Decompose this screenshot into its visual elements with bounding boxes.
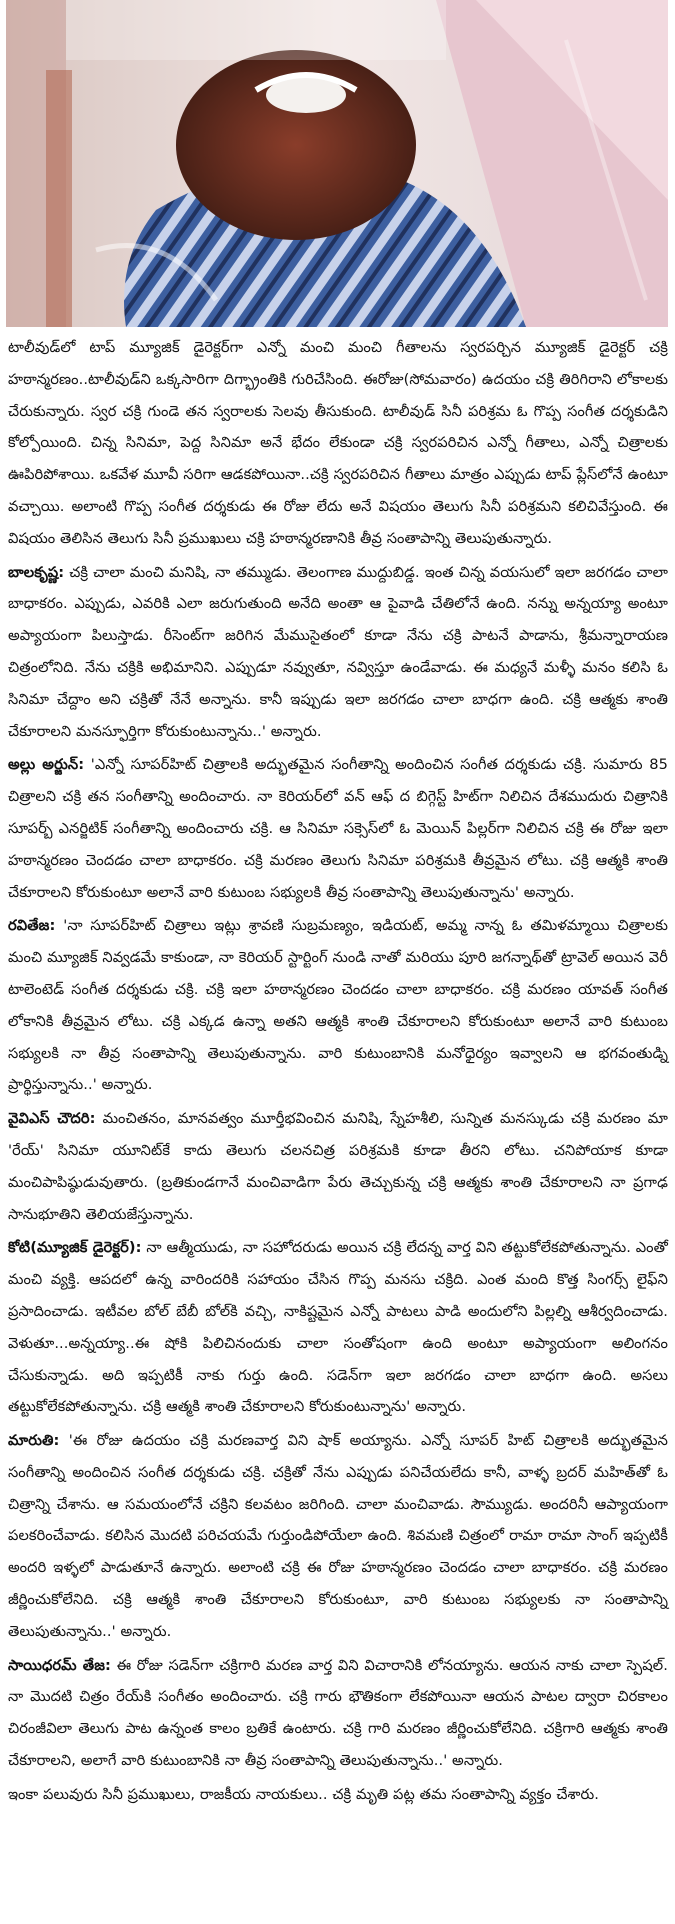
quote-koti xyxy=(8,1232,668,1423)
quote-text: మంచితనం, మానవత్వం మూర్తీభవించిన మనిషి, స్నేహశీలి, సున్నిత మనస్కుడు చక్రి మరణం మా 'రేయ్' సినిమా యూనిట్‌కే కాదు తెలుగు చలనచిత్ర పరిశ్రమకి కూడా తీరని లోటు. చనిపోయాక కూడా మంచిపాపిష్ఠుడువుతారు. (బ్రతికుండగానే మంచివాడిగా పేరు తెచ్చుకున్న చక్రి ఆత్మకు శాంతి చేకూరాలని నా ప్రగాఢ సానుభూతిని తెలియజేస్తున్నాను. xyxy=(8,1110,668,1223)
quote-text: చక్రి చాలా మంచి మనిషి, నా తమ్ముడు. తెలంగాణ ముద్దుబిడ్డ. ఇంత చిన్న వయసులో ఇలా జరగడం చాలా బాధాకరం. ఎప్పుడు, ఎవరికి ఎలా జరుగుతుంది అనేది అంతా ఆ పైవాడి చేతిలోనే ఉంది. నన్ను అన్నయ్యా అంటూ అప్యాయంగా పిలుస్తాడు. రీసెంట్‌గా జరిగిన మేముసైతంలో కూడా నేను చక్రి పాటనే పాడాను, శ్రీమన్నారాయణ చిత్రంలోనిది. నేను చక్రికి అభిమానిని. ఎప్పుడూ నవ్వుతూ, నవ్విస్తూ ఉండేవాడు. ఈ మధ్యనే మళ్ళీ మనం కలిసి ఓ సినిమా చేద్దాం అని చక్రితో నేనే అన్నాను. కానీ ఇప్పుడు ఇలా జరగడం చాలా బాధగా ఉంది. చక్రి ఆత్మకు శాంతి చేకూరాలని మనస్ఫూర్తిగా కోరుకుంటున్నాను..' అన్నారు. xyxy=(8,563,668,740)
speaker-name: సాయిధరమ్ తేజ: xyxy=(8,1656,111,1674)
quote-text: 'ఎన్నో సూపర్‌హిట్ చిత్రాలకి అద్భుతమైన సంగీతాన్ని అందించిన సంగీత దర్శకుడు చక్రి. సుమారు 85 చిత్రాలని చక్రి తన సంగీతాన్ని అందించారు. నా కెరియర్‌లో వన్ ఆఫ్ ద బిగ్గెస్ట్ హిట్‌గా నిలిచిన దేశముదురు చిత్రానికి సూపర్బ్ ఎనర్జిటిక్ సంగీతాన్ని అందించారు చక్రి. ఆ సినిమా సక్సెస్‌లో ఓ మెయిన్ పిల్లర్‌గా నిలిచిన చక్రి ఈ రోజు ఇలా హఠాన్మరణం చెందడం చాలా బాధాకరం. చక్రి మరణం తెలుగు సినిమా పరిశ్రమకి తీవ్రమైన లోటు. చక్రి ఆత్మకి శాంతి చేకూరాలని కోరుకుంటూ అలానే వారి కుటుంబ సభ్యులకి తీవ్ర సంతాపాన్ని తెలుపుతున్నాను' అన్నారు. xyxy=(8,756,668,901)
quote-maruthi xyxy=(8,1425,668,1648)
speaker-name: వైవిఎస్ చౌదరి: xyxy=(8,1110,96,1128)
quote-text: 'నా సూపర్‌హిట్ చిత్రాలు ఇట్లు శ్రావణి సుబ్రమణ్యం, ఇడియట్, అమ్మ నాన్న ఓ తమిళమ్మాయి చిత్రాలకు మంచి మ్యూజిక్ నివ్వడమే కాకుండా, నా కెరియర్ స్టార్టింగ్ నుండి నాతో మరియు పూరి జగన్నాథ్‌తో ట్రావెల్ అయిన వెరీ టాలెంటెడ్ సంగీత దర్శకుడు చక్రి. చక్రి ఇలా హఠాన్మరణం చెందడం చాలా బాధాకరం. చక్రి మరణం యావత్ సంగీత లోకానికి తీవ్రమైన లోటు. చక్రి ఎక్కడ ఉన్నా అతని ఆత్మకి శాంతి చేకూరాలని కోరుకుంటూ అలానే వారి కుటుంబ సభ్యులకి నా తీవ్ర సంతాపాన్ని తెలుపుతున్నాను. వారి కుటుంబానికి మనోధైర్యం ఇవ్వాలని ఆ భగవంతుడ్ని ప్రార్థిస్తున్నాను..' అన్నారు. xyxy=(8,917,668,1094)
quote-allu-arjun xyxy=(8,749,668,908)
quote-text: నా ఆత్మీయుడు, నా సహోదరుడు అయిన చక్రి లేదన్న వార్త విని తట్టుకోలేకపోతున్నాను. ఎంతో మంచి వ్యక్తి. ఆపదలో ఉన్న వారిందరికి సహాయం చేసిన గొప్ప మనసు చక్రిది. ఎంత మంది కొత్త సింగర్స్ లైఫ్‌ని ప్రసాదించాడు. ఇటీవల బోల్ బేబీ బోల్‌కి వచ్చి, నాకిష్టమైన ఎన్నో పాటలు పాడి అందులోని పిల్లల్ని ఆశీర్వదించాడు. వెళుతూ...అన్నయ్యా..ఈ షోకి పిలిచినందుకు చాలా సంతోషంగా ఉంది అంటూ అప్యాయంగా అలింగనం చేసుకున్నాడు. అది ఇప్పటికీ నాకు గుర్తు ఉంది. సడెన్‌గా ఇలా జరగడం చాలా బాధగా ఉంది. అసలు తట్టుకోలేకపోతున్నాను. చక్రి ఆత్మకి శాంతి చేకూరాలని కోరుకుంటున్నాను' అన్నారు. xyxy=(8,1239,668,1416)
speaker-name: రవితేజ: xyxy=(8,917,56,935)
speaker-name: మారుతి: xyxy=(8,1432,60,1450)
tribute-photo xyxy=(6,0,668,327)
speaker-name: అల్లు అర్జున్: xyxy=(8,756,85,774)
quote-balakrishna xyxy=(8,557,668,748)
quote-text: ఈ రోజు సడెన్‌గా చక్రిగారి మరణ వార్త విని విచారానికి లోనయ్యాను. ఆయన నాకు చాలా స్పెషల్. నా మొదటి చిత్రం రేయ్‌కి సంగీతం అందించారు. చక్రి గారు భౌతికంగా లేకపోయినా ఆయన పాటల ద్వారా చిరకాలం చిరంజీవిలా తెలుగు పాట ఉన్నంత కాలం బ్రతికే ఉంటారు. చక్రి గారి మరణం జీర్ణించుకోలేనిది. చక్రిగారి ఆత్మకు శాంతి చేకూరాలని, అలాగే వారి కుటుంబానికి నా తీవ్ర సంతాపాన్ని తెలుపుతున్నాను..' అన్నారు. xyxy=(8,1656,668,1770)
quote-sai-dharam-tej xyxy=(8,1650,668,1777)
speaker-name: బాలకృష్ణ: xyxy=(8,563,65,581)
quote-text: 'ఈ రోజు ఉదయం చక్రి మరణవార్త విని షాక్ అయ్యాను. ఎన్నో సూపర్ హిట్ చిత్రాలకి అద్భుతమైన సంగీతాన్ని అందించిన సంగీత దర్శకుడు చక్రి. చక్రితో నేను ఎప్పుడు పనిచేయలేదు కానీ, వాళ్ళ బ్రదర్ మహిత్‌తో ఓ చిత్రాన్ని చేశాను. ఆ సమయంలోనే చక్రిని కలవటం జరిగింది. చాలా మంచివాడు. సౌమ్యుడు. అందరినీ ఆప్యాయంగా పలకరించేవాడు. కలిసిన మొదటి పరిచయమే గుర్తుండిపోయేలా ఉంది. శివమణి చిత్రంలో రామా రామా సాంగ్ ఇప్పటికీ అందరి ఇళ్ళలో పాడుతూనే ఉన్నారు. అలాంటి చక్రి ఈ రోజు హఠాన్మరణం చెందడం చాలా బాధాకరం. చక్రి మరణం జీర్ణించుకోలేనిది. చక్రి ఆత్మకి శాంతి చేకూరాలని కోరుకుంటూ, వారి కుటుంబ సభ్యులకు నా సంతాపాన్ని తెలుపుతున్నాను..' అన్నారు. xyxy=(8,1432,668,1640)
intro-paragraph: టాలీవుడ్‌లో టాప్ మ్యూజిక్ డైరెక్టర్‌గా ఎన్నో మంచి మంచి గీతాలను స్వరపర్చిన మ్యూజిక్ డైరెక్టర్ చక్రి హఠాన్మరణం..టాలీవుడ్‌ని ఒక్కసారిగా దిగ్భ్రాంతికి గురిచేసింది. ఈరోజు(సోమవారం) ఉదయం చక్రి తిరిగిరాని లోకాలకు చేరుకున్నారు. స్వర చక్రి గుండె తన స్వరాలకు సెలవు తీసుకుంది. టాలీవుడ్ సినీ పరిశ్రమ ఓ గొప్ప సంగీత దర్శకుడిని కోల్పోయింది. చిన్న సినిమా, పెద్ద సినిమా అనే భేదం లేకుండా చక్రి స్వరపరిచిన ఎన్నో గీతాలు, ఎన్నో చిత్రాలకు ఊపిరిపోశాయి. ఒకవేళ మూవీ సరిగా ఆడకపోయినా..చక్రి స్వరపరిచిన గీతాలు మాత్రం ఎప్పుడు టాప్ ప్లేస్‌లోనే ఉంటూ వచ్చాయి. అలాంటి గొప్ప సంగీత దర్శకుడు ఈ రోజు లేదు అనే విషయం తెలుగు సినీ పరిశ్రమని కలిచివేస్తుంది. ఈ విషయం తెలిసిన తెలుగు సినీ ప్రముఖులు చక్రి హఠాన్మరణానికి తీవ్ర సంతాపాన్ని తెలుపుతున్నారు. xyxy=(8,339,668,547)
speaker-name: కోటి(మ్యూజిక్ డైరెక్టర్): xyxy=(8,1239,142,1257)
article-body xyxy=(8,332,668,1813)
quote-vvs-chowdary xyxy=(8,1103,668,1230)
closing-paragraph: ఇంకా పలువురు సినీ ప్రముఖులు, రాజకీయ నాయకులు.. చక్రి మృతి పట్ల తమ సంతాపాన్ని వ్యక్తం చేశారు. xyxy=(8,1785,600,1803)
quote-raviteja xyxy=(8,910,668,1101)
